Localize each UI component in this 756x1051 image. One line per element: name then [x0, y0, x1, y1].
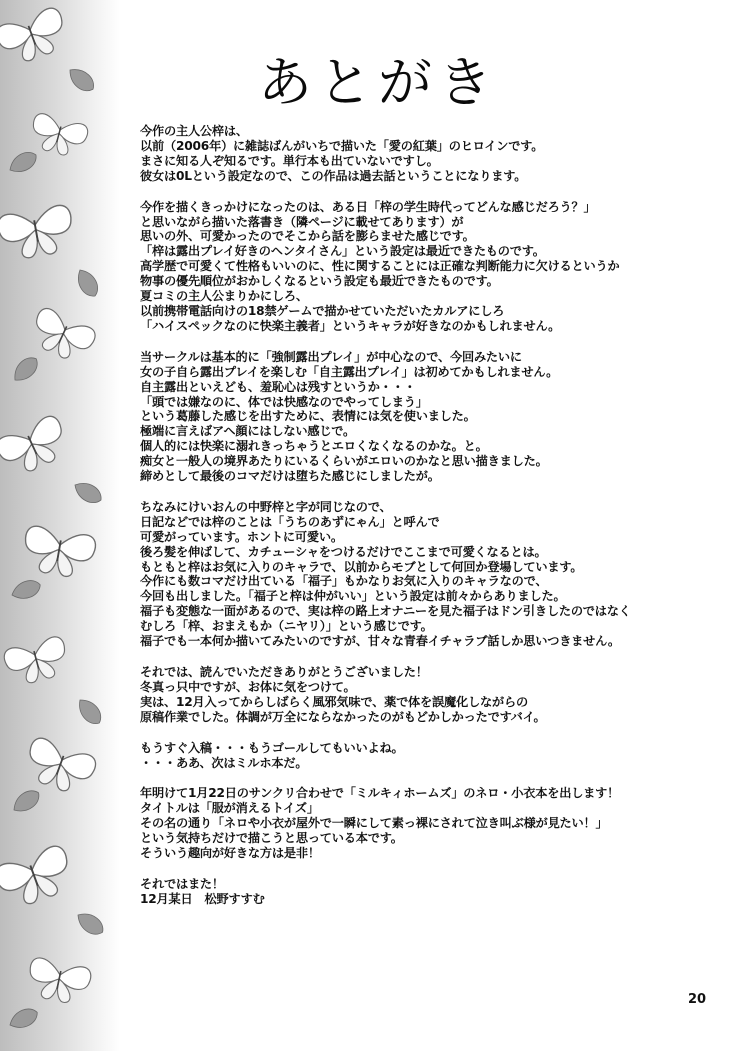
text-line: 女の子自ら露出プレイを楽しむ「自主露出プレイ」は初めてかもしれません。 — [140, 364, 559, 379]
page-number: 20 — [688, 992, 707, 1007]
text-line: という気持ちだけで描こうと思っている本です。 — [140, 831, 403, 846]
text-line: それではまた！ — [140, 876, 224, 891]
text-line: 12月某日 松野すすむ — [140, 891, 265, 906]
paragraph — [140, 500, 740, 649]
text-line: 当サークルは基本的に「強制露出プレイ」が中心なので、今回みたいに — [140, 349, 522, 364]
text-line: ・・・ああ、次はミルホ本だ。 — [140, 755, 308, 770]
text-line: もうすぐ入稿・・・もうゴールしてもいいよね。 — [140, 740, 404, 755]
text-line: 日記などでは梓のことは「うちのあずにゃん」と呼んで — [140, 514, 440, 529]
text-line: 実は、12月入ってからしばらく風邪気味で、薬で体を誤魔化しながらの — [140, 694, 528, 709]
text-line: と思いながら描いた落書き（隣ページに載せてあります）が — [140, 214, 464, 229]
text-line: 後ろ髪を伸ばして、カチューシャをつけるだけでここまで可愛くなるとは。 — [140, 544, 547, 559]
text-line: 今作の主人公梓は、 — [140, 124, 248, 138]
text-line: 今回も出しました。「福子と梓は仲がいい」という設定は前々からありました。 — [140, 589, 566, 604]
text-line: 夏コミの主人公まりかにしろ、 — [140, 289, 308, 304]
text-line: 年明けて1月22日のサンクリ合わせで「ミルキィホームズ」のネロ・小衣本を出します！ — [140, 786, 620, 801]
text-line: まさに知る人ぞ知るです。単行本も出ていないですし。 — [140, 153, 439, 168]
text-line: 「ハイスペックなのに快楽主義者」というキャラが好きなのかもしれません。 — [140, 318, 561, 333]
text-line: 福子でも一本何か描いてみたいのですが、甘々な青春イチャラブ話しか思いつきません。 — [140, 634, 620, 649]
text-line: 彼女は0Lという設定なので、この作品は過去話ということになります。 — [140, 168, 527, 183]
paragraph — [140, 124, 740, 184]
text-line: 以前（2006年）に雑誌ばんがいちで描いた「愛の紅葉」のヒロインです。 — [140, 138, 544, 153]
text-line: 個人的には快楽に溺れきっちゃうとエロくなくなるのかな。と。 — [140, 439, 488, 454]
text-line: 冬真っ只中ですが、お体に気をつけて。 — [140, 679, 356, 694]
text-line: 痴女と一般人の境界あたりにいるくらいがエロいのかなと思い描きました。 — [140, 454, 548, 469]
text-line: その名の通り「ネロや小衣が屋外で一瞬にして素っ裸にされて泣き叫ぶ様が見たい！」 — [140, 816, 608, 831]
text-line: 以前携帯電話向けの18禁ゲームで描かせていただいたカルアにしろ — [140, 303, 505, 318]
text-line: むしろ「梓、おまえもか（ニヤリ）」という感じです。 — [140, 619, 433, 634]
text-line: ちなみにけいおんの中野梓と字が同じなので、 — [140, 499, 392, 514]
paragraph — [140, 741, 740, 771]
text-line: 「梓は露出プレイ好きのヘンタイさん」という設定は最近できたものです。 — [140, 244, 545, 259]
text-line: 物事の優先順位がおかしくなるという設定も最近できたものです。 — [140, 274, 499, 289]
text-line: 自主露出といえども、羞恥心は残すというか・・・ — [140, 379, 416, 394]
text-line: タイトルは「服が消えるトイズ」 — [140, 801, 319, 816]
paragraph — [140, 200, 740, 334]
text-line: 福子も変態な一面があるので、実は梓の路上オナニーを見た福子はドン引きしたのではなく — [140, 604, 631, 619]
text-line: それでは、読んでいただきありがとうございました！ — [140, 665, 428, 679]
text-line: 「頭では嫌なのに、体では快感なのでやってしまう」 — [140, 394, 428, 409]
paragraph — [140, 877, 740, 907]
text-line: そういう趣向が好きな方は是非！ — [140, 846, 320, 861]
paragraph — [140, 786, 740, 861]
page-title: あとがき — [258, 51, 498, 114]
text-line: という葛藤した感じを出すために、表情には気を使いました。 — [140, 409, 476, 424]
text-line: 可愛がっています。ホントに可愛い。 — [140, 529, 343, 544]
text-line: もともと梓はお気に入りのキャラで、以前からモブとして何回か登場しています。 — [140, 559, 583, 574]
text-line: 今作を描くきっかけになったのは、ある日「梓の学生時代ってどんな感じだろう？」 — [140, 199, 596, 214]
text-line: 極端に言えばアヘ顔にはしない感じで。 — [140, 424, 356, 439]
text-line: 原稿作業でした。体調が万全にならなかったのがもどかしかったですバイ。 — [140, 709, 546, 724]
text-line: 高学歴で可愛くて性格もいいのに、性に関することには正確な判断能力に欠けるというか — [140, 259, 620, 274]
text-line: 締めとして最後のコマだけは堕ちた感じにしましたが。 — [140, 469, 440, 484]
afterword-body — [140, 124, 740, 923]
butterfly-pattern-icon — [0, 0, 120, 1051]
paragraph — [140, 665, 740, 725]
text-line: 思いの外、可愛かったのでそこから話を膨らませた感じです。 — [140, 229, 475, 244]
text-line: 今作にも数コマだけ出ている「福子」もかなりお気に入りのキャラなので、 — [140, 574, 548, 589]
paragraph — [140, 350, 740, 484]
butterfly-border — [0, 0, 120, 1051]
